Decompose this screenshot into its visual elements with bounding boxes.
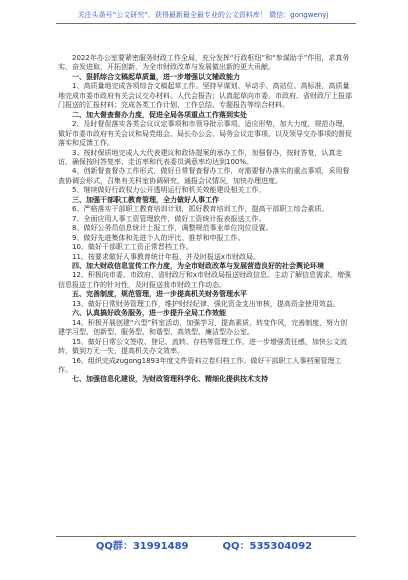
body-paragraph: 15、做好日常公文签收、登记、流转、存档等管理工作。进一步增强责任感，加快公文流转，做到万无一失，提高机关办文效率。 [58,337,347,356]
section-heading: 三、加强干部职工教育管理，全力做好人事工作 [72,195,219,204]
body-paragraph: 16、组织完成zugong1893年度文件资料立卷归档工作。做好干部职工人事档案管理工作。 [58,356,342,374]
section-heading: 六、认真搞好政务服务，进一步提升全局工作效能 [72,309,226,318]
body-paragraph: 3、按时保质地完成人大代表建议和政协提案的承办工作，加强督办，按时答复，认真走访，确保按时答复率、走访率和代表委员满意率均达到100%。 [58,148,343,166]
body-paragraph: 9、做好先进集体和先进个人的评比、推荐和申报工作。 [72,233,245,242]
header-banner: 关注头条号“公文研究”，获得最新最全最专业的公文资料库！ 微信：gongwenyj [77,11,329,19]
body-paragraph: 2、及时督促落实各类会议议定事项和市领导批示事项。适应形势，加大力度，规范办理，做好市委市政府有关会议和局党组会、局长办公会、局务会议定事项、以及领导交办事项的督促落实和反馈工作。 [58,120,352,148]
header-divider [56,23,356,24]
footer-divider [56,536,356,537]
footer-qq: QQ：535304092 [222,541,313,552]
section-heading: 四、加大财政信息宣传工作力度，为全市财政改革与发展营造良好的社会舆论环境 [72,261,324,270]
body-paragraph: 7、全面应用人事工资管理软件，做好工资统计报表报送工作。 [72,214,266,223]
body-paragraph: 5、继续做好行政权力公开透明运行和机关效能建设相关工作。 [72,186,266,195]
document-body [58,54,352,385]
body-paragraph: 8、做好公务员信息统计上报工作，调整规范事业单位岗位设置。 [72,224,273,233]
footer-contact [0,540,408,554]
footer-qq-group: QQ群：31991489 [95,541,189,552]
body-paragraph: 4、创新督查督办工作形式，做好日常督查督办工作，对需要督办落实的重点事项，采用督查协调会形式，召集有关科室协调研究，通报会议情况，加快办理进度。 [58,167,350,185]
section-heading: 二、加大督查督办力度，促进全局各项重点工作落到实处 [72,110,247,119]
body-paragraph: 10、做好干部职工工资正常晋档工作。 [72,243,193,252]
body-paragraph: 13、做好日常财务管理工作，维护财经纪律，强化资金支出审核，提高资金使用效益。 [72,299,340,308]
body-paragraph: 2022年办公室要紧密服务财政工作全局，充分发挥“行政枢纽”和“参谋助手”作用，求真务实，奋发进取，开拓创新，为全市财政改革与发展做出新的更大贡献。 [58,54,350,72]
body-paragraph: 12、积极向市委、市政府、省财政厅和x市财政局报送财政信息。主动了解信息需求，增强信息报送工作的针对性，及时报送我市财政工作动态。 [58,271,352,289]
body-paragraph: 1、高质量地完成各项综合文稿起草工作。坚持早谋划、早动手、高站位、高标准，高质量地完成市委市政府有关会议交办材料、人代会报告；认真起草向市委、市政府、省财政厅上报部门报送的汇报材料；完成各类工作计划、工作总结、专题报告等综合材料。 [58,82,352,110]
section-heading: 一、狠抓综合文稿起草质量，进一步增强以文辅政能力 [72,72,240,81]
section-heading: 七、加强信息化建设，为财政管理科学化、精细化提供技术支持 [72,375,268,384]
body-paragraph: 11、按要求做好人事教育统计年报，并及时报送x市财政局。 [72,252,261,261]
body-paragraph: 6、严格落实干部职工教育培训计划，抓好教育培训工作，提高干部职工综合素质。 [72,205,329,214]
section-heading: 五、完善制度，规范管理，进一步提高机关财务管理水平 [72,290,247,299]
body-paragraph: 14、积极开展创建“六型”科室活动，加强学习，提高素质，转变作风，完善制度，努力创建学习型、创新型、服务型、和谐型、高效型、廉洁型办公室。 [58,318,348,337]
